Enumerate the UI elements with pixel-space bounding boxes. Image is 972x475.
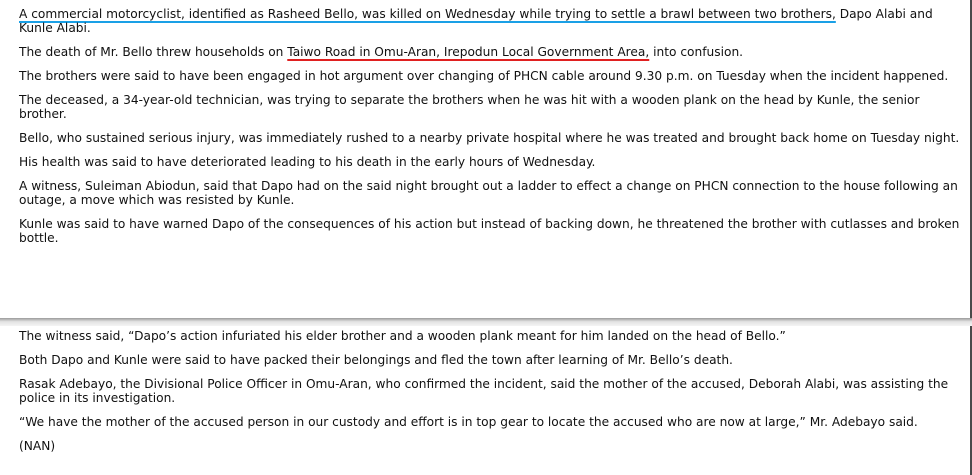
article-paragraph-12: “We have the mother of the accused person in our custody and effort is in top gear to locate the accused who are now at large,” Mr. Adebayo said. (19, 415, 918, 429)
article-paragraph-9: The witness said, “Dapo’s action infuriated his elder brother and a wooden plank meant for him landed on the head of Bello.” (19, 329, 786, 343)
article-paragraph-8: Kunle was said to have warned Dapo of the consequences of his action but instead of backing down, he threatened the brother with cutlasses and broken bottle. (19, 217, 960, 245)
highlighted-text-blue: A commercial motorcyclist, identified as Rasheed Bello, was killed on Wednesday while trying to settle a brawl between two brothers, (19, 7, 836, 21)
article-panel-bottom (0, 326, 972, 475)
article-paragraph-6: His health was said to have deteriorated leading to his death in the early hours of Wednesday. (19, 155, 596, 169)
article-paragraph-1 (19, 7, 962, 35)
paragraph-text: Dapo Alabi and Kunle Alabi. (19, 7, 933, 35)
highlighted-text-red: Taiwo Road in Omu-Aran, Irepodun Local Government Area, (287, 45, 650, 59)
article-source: (NAN) (19, 439, 56, 453)
paragraph-text: into confusion. (649, 45, 744, 59)
article-paragraph-5: Bello, who sustained serious injury, was immediately rushed to a nearby private hospital where he was treated and brought back home on Tuesday night. (19, 131, 960, 145)
article-paragraph-3: The brothers were said to have been engaged in hot argument over changing of PHCN cable around 9.30 p.m. on Tuesday when the incident happened. (19, 69, 949, 83)
article-paragraph-11: Rasak Adebayo, the Divisional Police Officer in Omu-Aran, who confirmed the incident, said the mother of the accused, Deborah Alabi, was assisting the police in its investigation. (19, 377, 949, 405)
paragraph-text: The death of Mr. Bello threw households on (19, 45, 288, 59)
article-paragraph-2 (19, 45, 962, 59)
screenshot-divider (0, 318, 972, 326)
article-paragraph-7: A witness, Suleiman Abiodun, said that Dapo had on the said night brought out a ladder to effect a change on PHCN connection to the house following an outage, a move which was resisted by Kunle. (19, 179, 958, 207)
article-paragraph-10: Both Dapo and Kunle were said to have packed their belongings and fled the town after learning of Mr. Bello’s death. (19, 353, 733, 367)
article-paragraph-4: The deceased, a 34-year-old technician, was trying to separate the brothers when he was hit with a wooden plank on the head by Kunle, the senior brother. (19, 93, 920, 121)
